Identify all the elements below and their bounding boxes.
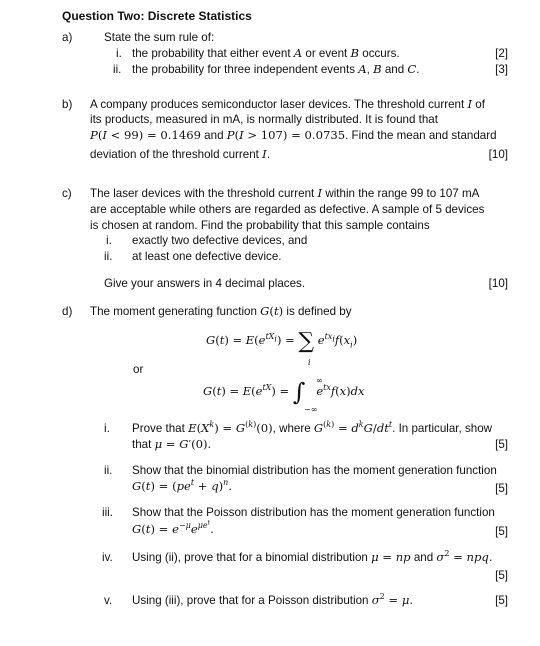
- part-a-i-num: i.: [116, 47, 122, 60]
- integral-lower-limit: −∞: [304, 405, 318, 414]
- part-d-ii-marks: [5]: [495, 482, 508, 495]
- part-d-label: d): [62, 305, 73, 318]
- part-a-ii-marks: [3]: [495, 63, 508, 76]
- part-d-iii-num: iii.: [102, 506, 113, 519]
- part-d-v-text: Using (iii), prove that for a Poisson distribution $\sigma^2 = \mu$.: [132, 592, 414, 607]
- question-title: Question Two: Discrete Statistics: [62, 9, 252, 23]
- part-c-i-text: exactly two defective devices, and: [132, 234, 308, 247]
- part-d-i-marks: [5]: [495, 438, 508, 451]
- part-d-v-num: v.: [104, 594, 113, 607]
- equation-discrete: $G(t) = E(e^{tX_i})$ = ∑ $e^{tx_i}f(x_i)$: [206, 329, 358, 354]
- part-d-intro: The moment generating function G(t) is defined by: [90, 304, 352, 318]
- part-c-marks: [10]: [488, 277, 508, 290]
- part-a-ii-num: ii.: [113, 63, 122, 76]
- part-a-ii-text: the probability for three independent events A, B and C.: [132, 62, 420, 76]
- part-d-ii-num: ii.: [104, 464, 113, 477]
- part-d-ii-formula: $G(t) = (pe^t + q)^n$.: [132, 478, 233, 493]
- part-c-line2: are acceptable while others are regarded as defective. A sample of 5 devices: [90, 203, 485, 216]
- part-a-i-text: the probability that either event A or event B occurs.: [132, 46, 400, 60]
- part-b-line2: its products, measured in mA, is normally distributed. It is found that: [90, 113, 438, 126]
- part-c-line1: The laser devices with the threshold current I within the range 99 to 107 mA: [90, 186, 480, 200]
- part-d-iii-marks: [5]: [495, 525, 508, 538]
- part-d-iv-marks: [5]: [495, 569, 508, 582]
- part-b-label: b): [62, 98, 73, 111]
- part-d-v-marks: [5]: [495, 594, 508, 607]
- part-d-i-line2: that μ = G′(0).: [132, 437, 212, 451]
- integral-upper-limit: ∞: [316, 376, 323, 385]
- part-c-i-num: i.: [106, 234, 112, 247]
- equation-continuous: $G(t) = E(e^{tX})$ = ∫ $e^{tx}f(x)dx$: [203, 378, 365, 406]
- part-d-iv-num: iv.: [102, 551, 113, 564]
- part-c-ii-text: at least one defective device.: [132, 250, 282, 263]
- part-d-iii-text: Show that the Poisson distribution has the moment generation function: [132, 506, 495, 519]
- part-d-iii-formula: $G(t) = e^{-\mu}e^{\mu e^t}$.: [132, 519, 214, 536]
- part-c-line3: is chosen at random. Find the probability that this sample contains: [90, 219, 430, 232]
- or-text: or: [133, 363, 144, 376]
- part-b-line3: P(I < 99) = 0.1469 and P(I > 107) = 0.0735. Find the mean and standard: [90, 128, 497, 142]
- part-b-line4: deviation of the threshold current I.: [90, 147, 270, 161]
- part-a-intro: State the sum rule of:: [104, 31, 215, 44]
- part-d-i-num: i.: [104, 422, 110, 435]
- part-b-line1: A company produces semiconductor laser devices. The threshold current I of: [90, 97, 485, 111]
- part-d-i-line1: Prove that $E(X^k) = G^{(k)}(0)$, where $G^{(k)} = d^kG/dt^t$. In particular, show: [132, 420, 493, 435]
- part-c-note: Give your answers in 4 decimal places.: [104, 277, 306, 290]
- part-a-i-marks: [2]: [495, 47, 508, 60]
- part-c-label: c): [62, 187, 72, 200]
- part-b-marks: [10]: [488, 148, 508, 161]
- part-c-ii-num: ii.: [104, 250, 113, 263]
- part-a-label: a): [62, 31, 73, 44]
- part-d-iv-text: Using (ii), prove that for a binomial distribution μ = np and $\sigma^2$ = npq.: [132, 549, 493, 564]
- part-d-ii-text: Show that the binomial distribution has the moment generation function: [132, 464, 497, 477]
- sum-index: i: [308, 358, 311, 367]
